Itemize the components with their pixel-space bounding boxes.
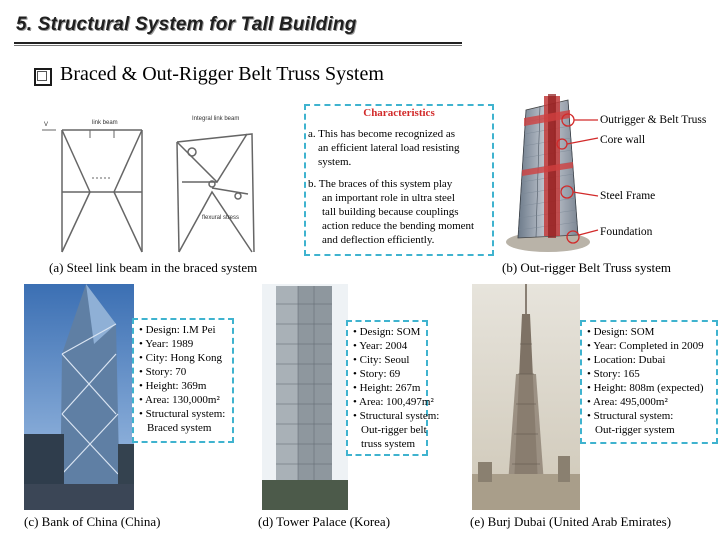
characteristics-title: Characteristics — [363, 107, 435, 119]
label-core-wall: Core wall — [600, 134, 646, 146]
info-c-line: • Design: I.M Pei — [139, 324, 216, 336]
braced-frame-diagram — [42, 112, 292, 262]
title-underline-shadow — [14, 45, 462, 46]
info-d-line: • Story: 69 — [353, 368, 401, 380]
info-c-line: • Height: 369m — [139, 380, 207, 392]
info-c-line: • Structural system: — [139, 408, 226, 420]
char-b-line: b. The braces of this system play — [308, 178, 453, 190]
info-c-line: Braced system — [147, 422, 212, 434]
info-e-line: • Location: Dubai — [587, 354, 666, 366]
characteristics-box — [304, 104, 494, 256]
info-box-bank-of-china — [132, 318, 234, 443]
caption-b: (b) Out-rigger Belt Truss system — [502, 260, 671, 275]
characteristics-item-a — [308, 127, 460, 169]
callout-frame-circle — [561, 186, 573, 198]
photo-burj-dubai — [472, 284, 580, 510]
char-b-line: tall building because couplings — [322, 206, 459, 218]
photo-bank-of-china — [24, 284, 134, 510]
char-b-line: and deflection efficiently. — [322, 234, 435, 246]
square-bullet-icon — [34, 68, 52, 86]
caption-e: (e) Burj Dubai (United Arab Emirates) — [470, 514, 672, 529]
info-d-line: • Area: 100,497m² — [353, 396, 434, 408]
diagram-integral-link-label: Integral link beam — [192, 116, 240, 122]
title-underline — [14, 42, 462, 44]
info-c-line: • Story: 70 — [139, 366, 187, 378]
char-a-line: an efficient lateral load resisting — [318, 142, 460, 154]
caption-d: (d) Tower Palace (Korea) — [258, 514, 391, 529]
diagram-link-beam-label: link beam — [92, 120, 118, 126]
label-foundation: Foundation — [600, 226, 653, 238]
info-d-line: • Year: 2004 — [353, 340, 408, 352]
info-d-line: Out-rigger belt — [361, 424, 427, 436]
info-e-line: • Design: SOM — [587, 326, 655, 338]
char-a-line: a. This has become recognized as — [308, 128, 456, 140]
char-a-line: system. — [318, 156, 352, 168]
section-subtitle: Braced & Out-Rigger Belt Truss System — [60, 63, 384, 85]
info-e-line: • Height: 808m (expected) — [587, 382, 704, 394]
info-e-line: • Story: 165 — [587, 368, 640, 380]
caption-a: (a) Steel link beam in the braced system — [49, 260, 258, 275]
page-title: 5. Structural System for Tall Building — [16, 14, 357, 35]
info-box-tower-palace — [346, 320, 440, 456]
label-outrigger-belt: Outrigger & Belt Truss — [600, 114, 707, 126]
callout-foundation-circle — [567, 231, 579, 243]
callout-belt-circle — [562, 114, 574, 126]
info-d-line: truss system — [361, 438, 416, 450]
char-b-line: action reduce the bending moment — [322, 220, 475, 232]
info-c-line: • Year: 1989 — [139, 338, 194, 350]
caption-c: (c) Bank of China (China) — [24, 514, 161, 529]
info-box-burj-dubai — [580, 320, 718, 444]
info-d-line: • Structural system: — [353, 410, 440, 422]
char-b-line: an important role in ultra steel — [322, 192, 455, 204]
info-e-line: Out-rigger system — [595, 424, 675, 436]
info-e-line: • Year: Completed in 2009 — [587, 340, 704, 352]
photo-tower-palace — [262, 284, 348, 510]
info-d-line: • Height: 267m — [353, 382, 421, 394]
label-steel-frame: Steel Frame — [600, 190, 656, 202]
diagram-flexural-label: flexural stress — [202, 215, 240, 221]
callout-core-circle — [557, 139, 567, 149]
info-e-line: • Area: 495,000m² — [587, 396, 668, 408]
info-e-line: • Structural system: — [587, 410, 674, 422]
diagram-v-label: V — [44, 122, 49, 128]
info-c-line: • Area: 130,000m² — [139, 394, 220, 406]
info-d-line: • City: Seoul — [353, 354, 410, 366]
info-d-line: • Design: SOM — [353, 326, 421, 338]
characteristics-item-b — [308, 177, 474, 247]
info-c-line: • City: Hong Kong — [139, 352, 222, 364]
